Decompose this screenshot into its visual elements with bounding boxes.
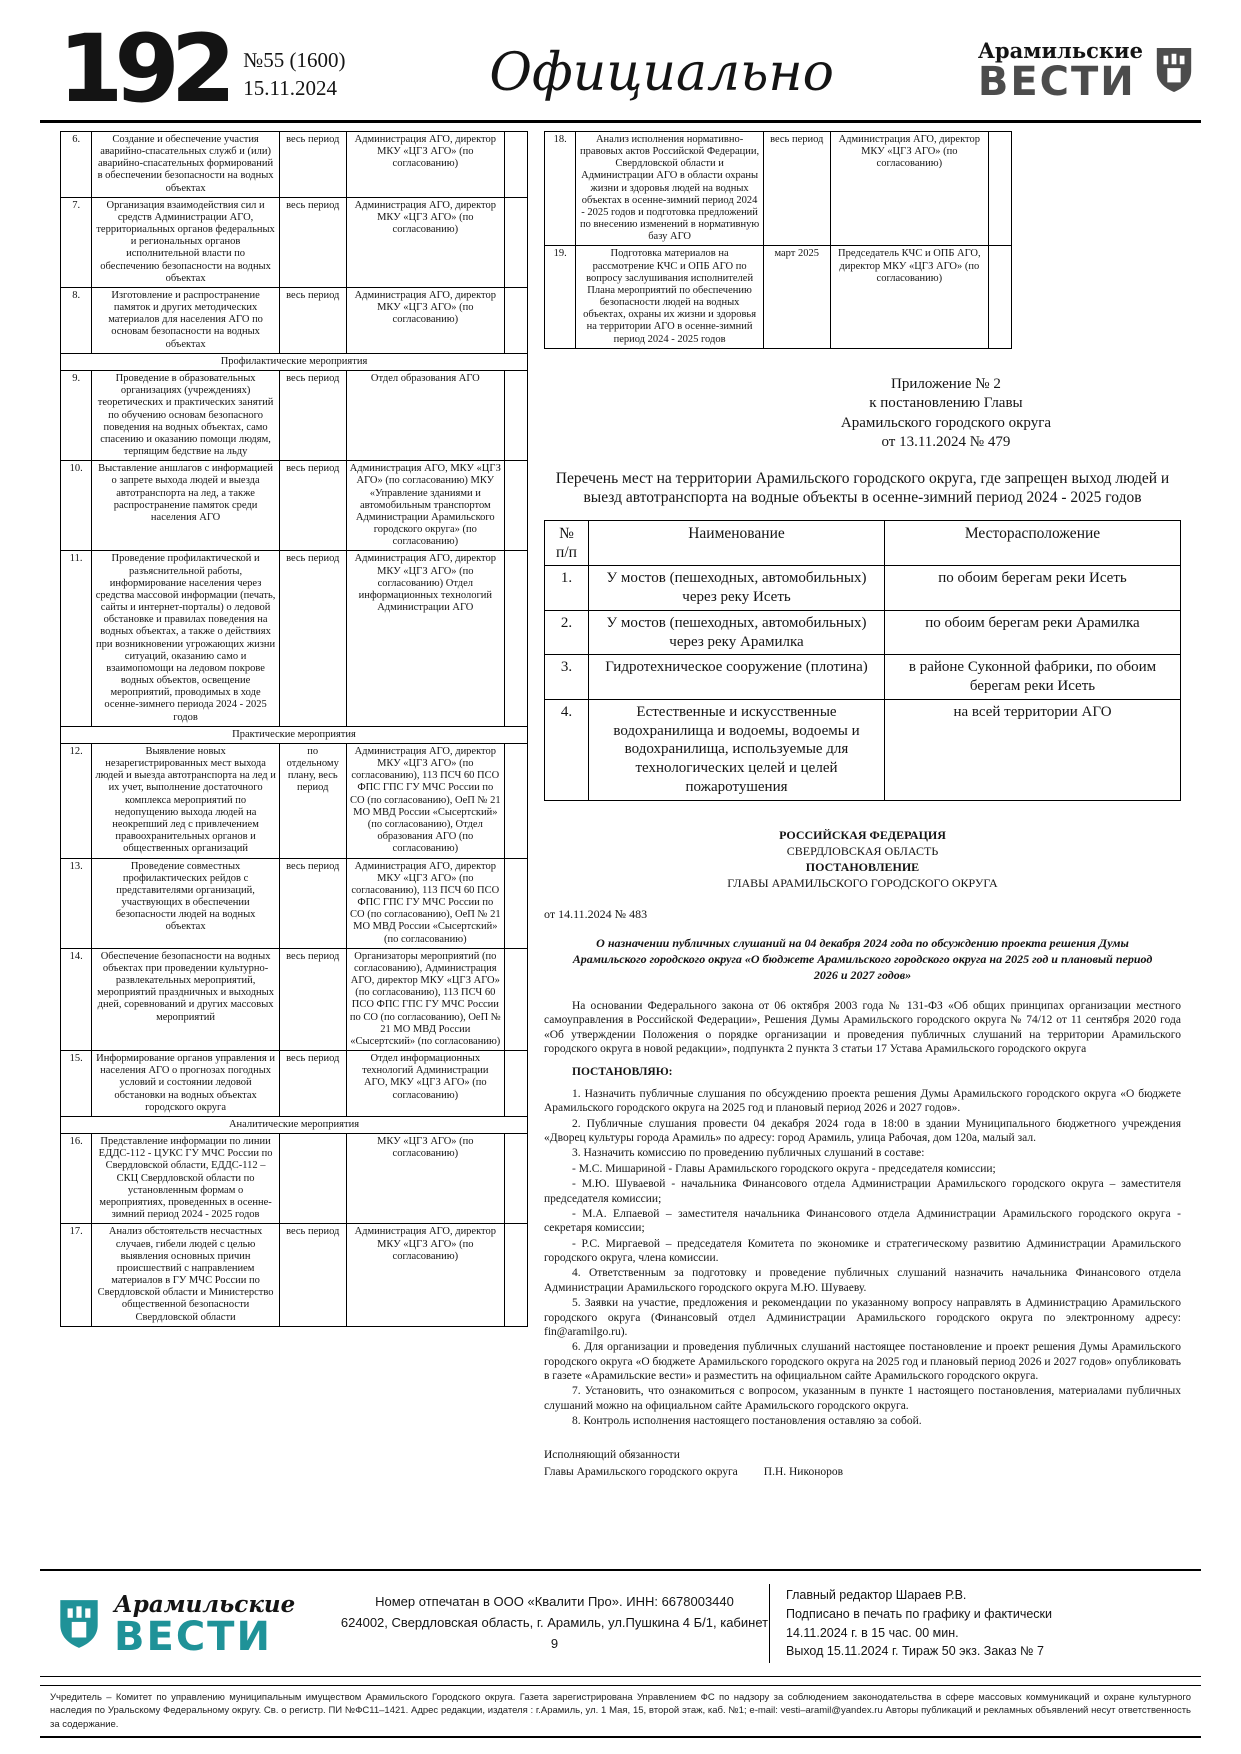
section-title: Официально — [489, 42, 834, 103]
plan-cell-period: весь период — [279, 461, 346, 551]
plan-cell-period: по отдельному плану, весь период — [279, 743, 346, 858]
plan-row — [61, 131, 528, 197]
coat-of-arms-icon — [56, 1597, 102, 1651]
issue-block — [243, 38, 345, 103]
plan-cell-period — [279, 1134, 346, 1224]
plan-cell-mark — [989, 246, 1012, 348]
places-cell: на всей территории АГО — [885, 699, 1181, 800]
places-cell: 3. — [545, 655, 589, 700]
decree-item: 6. Для организации и проведения публичных слушаний настоящее постановление и проект решения Думы Арамильского городского округа «О бюджете Арамильского городского округа на 2025 год и плановый период 2026 и 2027 годов» опубликовать в газете «Арамильские вести» и разместить на официальном сайте Арамильского городского округа. — [544, 1341, 1181, 1383]
plan-cell-activity: Проведение в образовательных организациях (учреждениях) теоретических и практических занятий по обучению основам безопасного поведения на водных объектах, само спасению и оказанию помощи людям, терпящим бедствие на льду — [92, 370, 280, 460]
plan-cell-responsible: Администрация АГО, директор МКУ «ЦГЗ АГО» (по согласованию) — [346, 197, 504, 287]
print-info — [340, 1592, 769, 1654]
places-header-cell: Месторасположение — [885, 520, 1181, 566]
decree-item: - М.С. Мишариной - Главы Арамильского городского округа - председателя комиссии; — [572, 1162, 996, 1175]
editor-info-line: Подписано в печать по графику и фактически — [786, 1606, 1052, 1621]
plan-cell-period: весь период — [279, 370, 346, 460]
places-cell: по обоим берегам реки Арамилка — [885, 610, 1181, 655]
annex-title: Перечень мест на территории Арамильского городского округа, где запрещен выход людей и выезд автотранспорта на водные объекты в осенне-зимний период 2024 - 2025 годов — [555, 469, 1170, 507]
signature-role: Исполняющий обязанности — [544, 1448, 680, 1461]
places-row — [545, 655, 1181, 700]
plan-cell-number: 15. — [61, 1051, 92, 1117]
plan-row — [61, 1134, 528, 1224]
decree-authority: ГЛАВЫ АРАМИЛЬСКОГО ГОРОДСКОГО ОКРУГА — [727, 876, 998, 891]
issue-date: 15.11.2024 — [243, 75, 337, 100]
plan-cell-activity: Проведение совместных профилактических рейдов с представителями организаций, участвующих в обеспечении безопасности людей на водных объектах — [92, 858, 280, 948]
plan-cell-responsible: Организаторы мероприятий (по согласованию), Администрация АГО, директор МКУ «ЦГЗ АГО» (по согласованию), 113 ПСЧ 60 ПСО ФПС ГПС ГУ МЧС России по СО (по согласованию), ОеП № 21 МО МВД России «Сысертский» (по согласованию) — [346, 948, 504, 1050]
plan-cell-responsible: Администрация АГО, МКУ «ЦГЗ АГО» (по согласованию) МКУ «Управление зданиями и автомобильным транспортом Администрации Арамильского городского округа» (по согласованию) — [346, 461, 504, 551]
plan-cell-activity: Обеспечение безопасности на водных объектах при проведении культурно-развлекательных мероприятий, мероприятий праздничных и выходных дней, соревнований и других массовых мероприятий — [92, 948, 280, 1050]
plan-cell-number: 7. — [61, 197, 92, 287]
places-cell: 4. — [545, 699, 589, 800]
plan-cell-responsible: Администрация АГО, директор МКУ «ЦГЗ АГО» (по согласованию), 113 ПСЧ 60 ПСО ФПС ГПС ГУ МЧС России по СО (по согласованию), ОеП № 21 МО МВД России «Сысертский» (по согласованию), Отдел образования АГО (по согласованию) — [346, 743, 504, 858]
print-info-line-2: 624002, Свердловская область, г. Арамиль, ул.Пушкина 4 Б/1, кабинет 9 — [340, 1615, 769, 1651]
plan-cell-period: весь период — [279, 948, 346, 1050]
annex-ref-line: от 13.11.2024 № 479 — [881, 434, 1011, 451]
page-content — [0, 123, 1241, 1481]
plan-row — [61, 197, 528, 287]
coat-of-arms-icon — [1153, 45, 1195, 95]
decree-preamble: На основании Федерального закона от 06 октября 2003 года № 131-ФЗ «Об общих принципах организации местного самоуправления в Российской Федерации», Решения Думы Арамильского городского округа № 74/12 от 11 сентября 2020 года «Об утверждении Положения о порядке организации и проведения публичных слушаний на территории Арамильского городского округа в новой редакции», подпункта 2 пункта 3 статьи 17 Устава Арамильского городского округа — [544, 1000, 1181, 1056]
plan-cell-activity: Анализ обстоятельств несчастных случаев, гибели людей с целью выявления основных причин происшествий с направлением материалов в ГУ МЧС России по Свердловской области и Министерство общественной безопасности Свердловской области — [92, 1224, 280, 1326]
plan-cell-mark — [505, 131, 528, 197]
plan-cell-responsible: Отдел образования АГО — [346, 370, 504, 460]
newspaper-logo — [977, 38, 1201, 106]
plan-row — [61, 858, 528, 948]
plan-cell-period: весь период — [279, 287, 346, 353]
decree-region: СВЕРДЛОВСКАЯ ОБЛАСТЬ — [786, 843, 939, 858]
plan-cell-activity: Изготовление и распространение памяток и других методических материалов для населения АГО по основам безопасности на водных объектах — [92, 287, 280, 353]
plan-row — [61, 551, 528, 726]
decree-item: 4. Ответственным за подготовку и проведение публичных слушаний назначить начальника Финансового отдела Администрации Арамильского городского округа М.Ю. Шуваеву. — [544, 1267, 1181, 1294]
plan-section-row — [61, 1116, 528, 1133]
places-cell: по обоим берегам реки Исеть — [885, 566, 1181, 611]
decree-country: РОССИЙСКАЯ ФЕДЕРАЦИЯ — [779, 827, 946, 842]
editor-info-line: Главный редактор Шараев Р.В. — [786, 1588, 967, 1603]
places-cell: Гидротехническое сооружение (плотина) — [589, 655, 885, 700]
plan-section-row — [61, 353, 528, 370]
plan-cell-activity: Выставление аншлагов с информацией о запрете выхода людей и выезда автотранспорта на лед, а также распространение памяток среди населения АГО — [92, 461, 280, 551]
plan-cell-number: 14. — [61, 948, 92, 1050]
newspaper-logo-text — [977, 38, 1143, 106]
plan-row — [61, 1224, 528, 1326]
plan-row — [61, 287, 528, 353]
plan-cell-number: 16. — [61, 1134, 92, 1224]
plan-cell-activity: Выявление новых незарегистрированных мест выхода людей и выезда автотранспорта на лед и их учет, выполнение достаточного комплекса мероприятий по недопущению выхода людей на неокрепший лед с привлечением правоохранительных органов и общественных организаций — [92, 743, 280, 858]
safety-plan-table-left — [60, 131, 528, 1327]
plan-section-title: Профилактические мероприятия — [61, 353, 528, 370]
decree-item: - Р.С. Миргаевой – председателя Комитета по экономике и стратегическому развитию Администрации Арамильского городского округа, члена комиссии. — [544, 1237, 1181, 1265]
footer-logo-text — [114, 1591, 296, 1661]
annex-ref-line: Приложение № 2 — [891, 375, 1001, 392]
plan-row — [61, 743, 528, 858]
plan-cell-period: весь период — [763, 131, 830, 246]
left-column — [60, 131, 528, 1327]
fine-print: Учредитель – Комитет по управлению муниципальным имуществом Арамильского Городского округа. Газета зарегистрирована Управлением ФС по надзору за соблюдением законодательства в сфере массовых коммуникаций и охране культурного наследия по Уральскому Федеральному округу. Св. о регистр. ПИ №ФС11–1421. Адрес редакции, издателя : г.Арамиль, ул. 1 Мая, 15, второй этаж, каб. №1; e-mail: vesti–aramil@yandex.ru Авторы публикаций и рекламных объявлений несут ответственность за содержание. — [40, 1685, 1201, 1738]
page-footer — [0, 1569, 1241, 1738]
decree-item: 1. Назначить публичные слушания по обсуждению проекта решения Думы Арамильского городского округа «О бюджете Арамильского городского округа на 2025 год и плановый период 2026 и 2027 годов». — [544, 1087, 1181, 1115]
plan-cell-activity: Подготовка материалов на рассмотрение КЧС и ОПБ АГО по вопросу заслушивания исполнителей Плана мероприятий по обеспечению безопасности людей на водных объектах, охраны их жизни и здоровья на территории АГО в осенне-зимний период 2024 - 2025 годов — [576, 246, 764, 348]
plan-cell-period: весь период — [279, 197, 346, 287]
places-row — [545, 699, 1181, 800]
places-cell: в районе Суконной фабрики, по обоим берегам реки Исеть — [885, 655, 1181, 700]
plan-cell-number: 9. — [61, 370, 92, 460]
footer-main — [40, 1569, 1201, 1677]
editor-info-line: Выход 15.11.2024 г. Тираж 50 экз. Заказ № 7 — [786, 1644, 1044, 1659]
plan-cell-number: 6. — [61, 131, 92, 197]
annex-ref-line: Арамильского городского округа — [840, 414, 1051, 431]
places-header-row — [545, 520, 1181, 566]
plan-section-title: Практические мероприятия — [61, 726, 528, 743]
plan-cell-responsible: Администрация АГО, директор МКУ «ЦГЗ АГО» (по согласованию) — [346, 1224, 504, 1326]
annex-ref-line: к постановлению Главы — [869, 395, 1023, 412]
plan-cell-number: 8. — [61, 287, 92, 353]
plan-row — [545, 246, 1012, 348]
plan-cell-activity: Создание и обеспечение участия аварийно-спасательных служб и (или) аварийно-спасательных формирований в обеспечении безопасности на водных объектах — [92, 131, 280, 197]
plan-cell-mark — [505, 1051, 528, 1117]
plan-cell-period: весь период — [279, 131, 346, 197]
plan-cell-number: 17. — [61, 1224, 92, 1326]
footer-logo-bottom: ВЕСТИ — [114, 1614, 272, 1661]
plan-cell-responsible: Администрация АГО, директор МКУ «ЦГЗ АГО» (по согласованию) — [346, 287, 504, 353]
decree-items — [544, 1087, 1181, 1429]
plan-cell-responsible: Отдел информационных технологий Администрации АГО, МКУ «ЦГЗ АГО» (по согласованию) — [346, 1051, 504, 1117]
decree-item: 2. Публичные слушания провести 04 декабря 2024 года в 18:00 в здании Муниципального бюджетного учреждения «Дворец культуры города Арамиль» по адресу: город Арамиль, улица Рабочая, дом 120а, малый зал. — [544, 1117, 1181, 1145]
plan-cell-number: 10. — [61, 461, 92, 551]
plan-cell-responsible: Администрация АГО, директор МКУ «ЦГЗ АГО» (по согласованию) Отдел информационных технологий Администрации АГО — [346, 551, 504, 726]
plan-cell-mark — [989, 131, 1012, 246]
places-cell: У мостов (пешеходных, автомобильных) через реку Арамилка — [589, 610, 885, 655]
plan-section-title: Аналитические мероприятия — [61, 1116, 528, 1133]
plan-cell-responsible: Председатель КЧС и ОПБ АГО, директор МКУ «ЦГЗ АГО» (по согласованию) — [830, 246, 988, 348]
plan-cell-activity: Проведение профилактической и разъяснительной работы, информирование населения через средства массовой информации (печать, сайты и интернет-порталы) о ледовой обстановке и правилах поведения на водных объектах, а также о действиях при возникновении угрожающих жизни ситуаций, оказанию само и взаимопомощи на ледовом покрове водных объектов, освещение мероприятий, проводимых в ходе осенне-зимнего периода 2024 - 2025 годов — [92, 551, 280, 726]
plan-row — [61, 461, 528, 551]
decree-resolve-word: ПОСТАНОВЛЯЮ: — [572, 1065, 673, 1078]
editor-info-line: 14.11.2024 г. в 15 час. 00 мин. — [786, 1625, 959, 1640]
plan-cell-mark — [505, 287, 528, 353]
plan-cell-responsible: Администрация АГО, директор МКУ «ЦГЗ АГО» (по согласованию) — [346, 131, 504, 197]
places-cell: 2. — [545, 610, 589, 655]
signature-name: П.Н. Никоноров — [763, 1465, 844, 1478]
plan-cell-mark — [505, 1134, 528, 1224]
plan-cell-activity: Организация взаимодействия сил и средств Администрации АГО, территориальных органов федеральных и региональных органов исполнительной власти по обеспечению безопасности на водных объектах — [92, 197, 280, 287]
logo-name-top: Арамильские — [977, 38, 1143, 64]
editor-info — [769, 1584, 1201, 1663]
footer-logo-top: Арамильские — [114, 1591, 296, 1619]
decree-item: 5. Заявки на участие, предложения и рекомендации по указанному вопросу направлять в Администрацию Арамильского городского округа (Финансовый отдел Администрации Арамильского городского округа по электронному адресу: fin@aramilgo.ru). — [544, 1297, 1181, 1338]
plan-cell-mark — [505, 197, 528, 287]
plan-cell-number: 13. — [61, 858, 92, 948]
plan-cell-period: весь период — [279, 1051, 346, 1117]
places-row — [545, 610, 1181, 655]
plan-cell-activity: Представление информации по линии ЕДДС-112 - ЦУКС ГУ МЧС России по Свердловской области, ЕДДС-112 – СКЦ Свердловской области по установленным формам о мероприятиях, проведенных в осенне-зимний период 2024 - 2025 годов — [92, 1134, 280, 1224]
signature-role-2: Главы Арамильского городского округа — [544, 1465, 738, 1478]
decree-item: - М.А. Елпаевой – заместителя начальника Финансового отдела Администрации Арамильского городского округа - секретаря комиссии; — [544, 1207, 1181, 1235]
plan-cell-period: март 2025 — [763, 246, 830, 348]
plan-cell-number: 12. — [61, 743, 92, 858]
plan-cell-mark — [505, 743, 528, 858]
logo-name-bottom: ВЕСТИ — [977, 59, 1136, 106]
places-header-cell: Наименование — [589, 520, 885, 566]
decree-document — [544, 827, 1181, 1482]
decree-item: 8. Контроль исполнения настоящего постановления оставляю за собой. — [572, 1415, 922, 1428]
right-column — [544, 131, 1181, 1481]
places-header-cell: № п/п — [545, 520, 589, 566]
page-header — [40, 15, 1201, 124]
plan-cell-responsible: Администрация АГО, директор МКУ «ЦГЗ АГО» (по согласованию) — [830, 131, 988, 246]
safety-plan-table-right — [544, 131, 1012, 349]
plan-cell-responsible: МКУ «ЦГЗ АГО» (по согласованию) — [346, 1134, 504, 1224]
plan-row — [61, 370, 528, 460]
plan-cell-number: 18. — [545, 131, 576, 246]
plan-cell-mark — [505, 858, 528, 948]
annex-reference — [841, 375, 1051, 453]
plan-cell-number: 19. — [545, 246, 576, 348]
plan-cell-mark — [505, 551, 528, 726]
decree-date-number: от 14.11.2024 № 483 — [544, 907, 648, 922]
page-number: 192 — [58, 15, 228, 124]
plan-row — [61, 1051, 528, 1117]
decree-doc-type: ПОСТАНОВЛЕНИЕ — [805, 859, 920, 874]
plan-cell-period: весь период — [279, 858, 346, 948]
plan-cell-activity: Информирование органов управления и населения АГО о прогнозах погодных условий и состоянии ледовой обстановки на водных объектах городского округа — [92, 1051, 280, 1117]
places-row — [545, 566, 1181, 611]
restricted-places-table — [544, 520, 1181, 801]
places-cell: 1. — [545, 566, 589, 611]
signature-line — [544, 1464, 1181, 1481]
plan-cell-mark — [505, 1224, 528, 1326]
footer-logo — [40, 1591, 340, 1661]
plan-cell-activity: Анализ исполнения нормативно-правовых актов Российской Федерации, Свердловской области и Администрации АГО в области охраны жизни и здоровья людей на водных объектах в осенне-зимний период 2024 - 2025 годов и подготовка предложений по внесению изменений в нормативную базу АГО — [576, 131, 764, 246]
decree-title: О назначении публичных слушаний на 04 декабря 2024 года по обсуждению проекта решения Думы Арамильского городского округа «О бюджете Арамильского городского округа на 2025 год и плановый период 2026 и 2027 годов» — [572, 936, 1153, 982]
plan-cell-mark — [505, 461, 528, 551]
issue-number: №55 (1600) — [243, 47, 346, 72]
plan-cell-responsible: Администрация АГО, директор МКУ «ЦГЗ АГО» (по согласованию), 113 ПСЧ 60 ПСО ФПС ГПС ГУ МЧС России по СО (по согласованию), ОеП № 21 МО МВД России «Сысертский» (по согласованию) — [346, 858, 504, 948]
plan-cell-mark — [505, 948, 528, 1050]
decree-item: 7. Установить, что ознакомиться с вопросом, указанным в пункте 1 настоящего постановления, материалами публичных слушаний можно на официальном сайте Арамильского городского округа. — [544, 1385, 1181, 1412]
issue-info — [40, 15, 346, 124]
plan-row — [545, 131, 1012, 246]
plan-cell-mark — [505, 370, 528, 460]
decree-item: - М.Ю. Шуваевой - начальника Финансового отдела Администрации Арамильского городского округа – заместителя председателя комиссии; — [544, 1178, 1181, 1205]
signature-block — [544, 1447, 1181, 1482]
print-info-line-1: Номер отпечатан в ООО «Квалити Про». ИНН: 6678003440 — [375, 1594, 734, 1610]
plan-cell-period: весь период — [279, 1224, 346, 1326]
places-cell: Естественные и искусственные водохранилища и водоемы, водоемы и водохранилища, используемые для технологических целей и целей пожаротушения — [589, 699, 885, 800]
plan-cell-number: 11. — [61, 551, 92, 726]
plan-cell-period: весь период — [279, 551, 346, 726]
plan-section-row — [61, 726, 528, 743]
plan-row — [61, 948, 528, 1050]
places-cell: У мостов (пешеходных, автомобильных) через реку Исеть — [589, 566, 885, 611]
decree-item: 3. Назначить комиссию по проведению публичных слушаний в составе: — [572, 1147, 925, 1160]
